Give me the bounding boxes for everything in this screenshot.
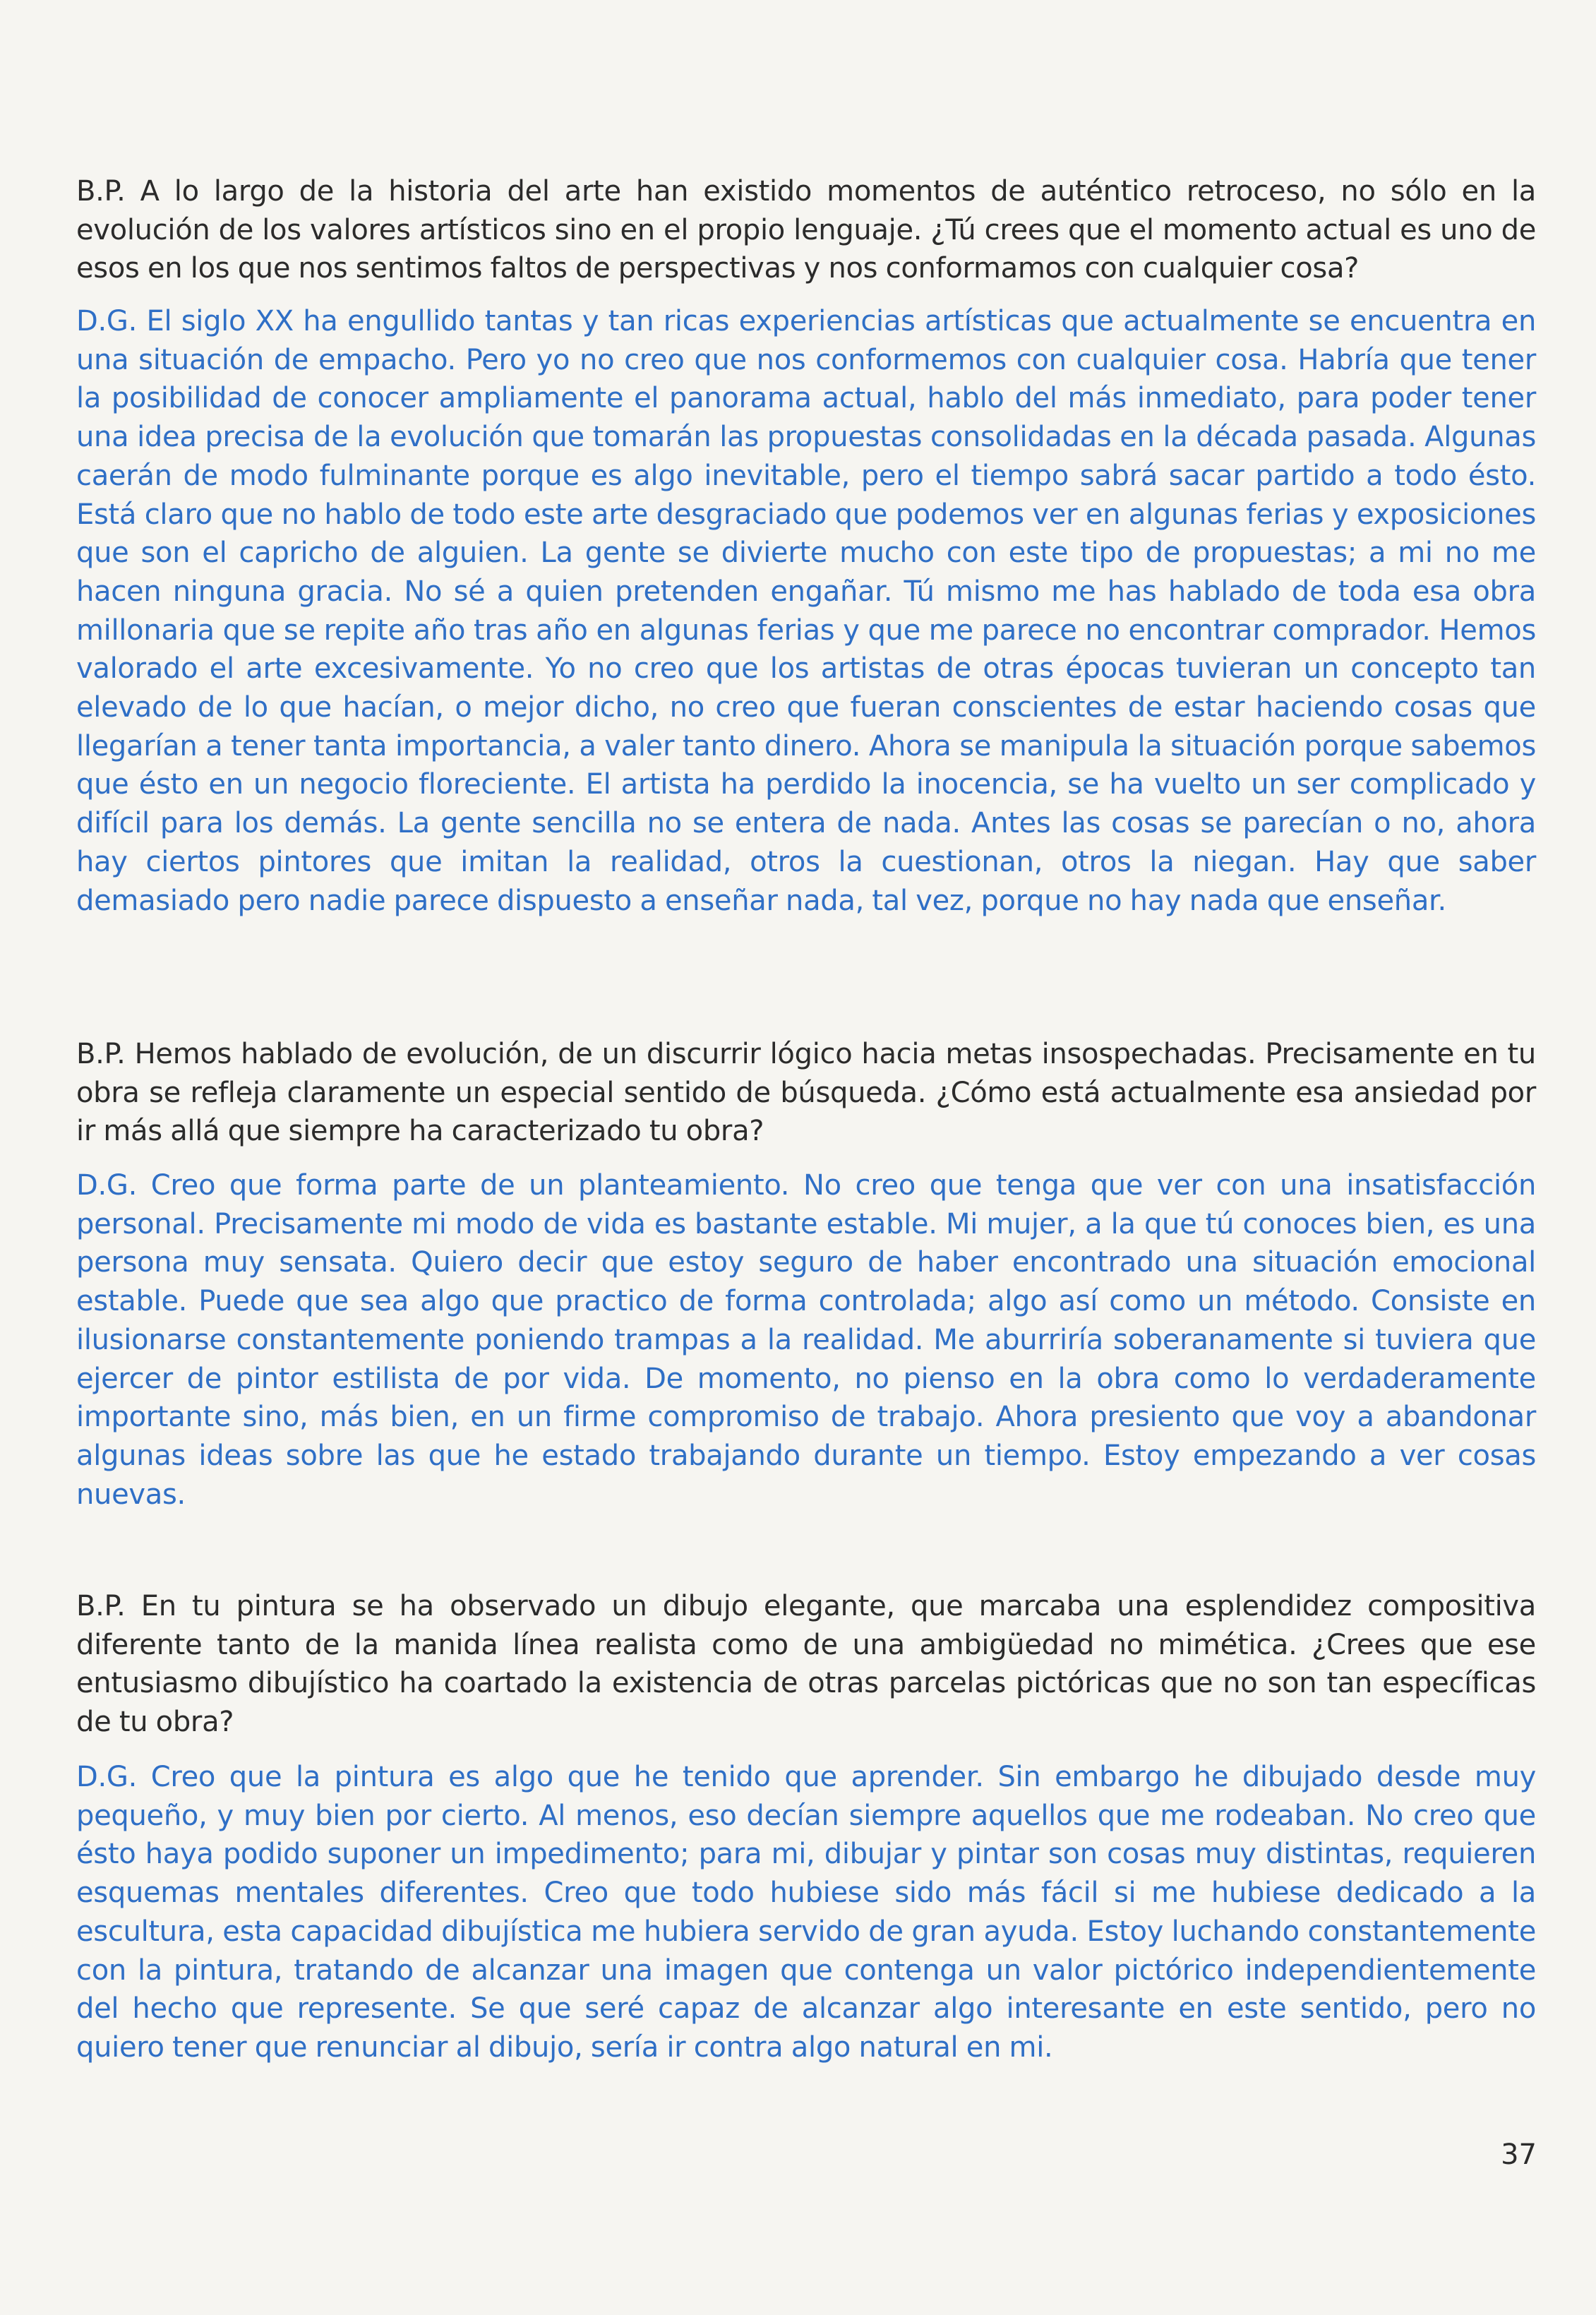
answer-1: D.G. El siglo XX ha engullido tantas y tan ricas experiencias artísticas que actualmente se encuentra en una situación de empacho. Pero yo no creo que nos conformemos con cualquier cosa. Habría que tener la posibilidad de conocer ampliamente el panorama actual, hablo del más inmediato, para poder tener una idea precisa de la evolución que tomarán las propuestas consolidadas en la década pasada. Algunas caerán de modo fulminante porque es algo inevitable, pero el tiempo sabrá sacar partido a todo ésto. Está claro que no hablo de todo este arte desgraciado que podemos ver en algunas ferias y exposiciones que son el capricho de alguien. La gente se divierte mucho con este tipo de propuestas; a mi no me hacen ninguna gracia. No sé a quien pretenden engañar. Tú mismo me has hablado de toda esa obra millonaria que se repite año tras año en algunas ferias y que me parece no encontrar comprador. Hemos valorado el arte excesivamente. Yo no creo que los artistas de otras épocas tuvieran un concepto tan elevado de lo que hacían, o mejor dicho, no creo que fueran conscientes de estar haciendo cosas que llegarían a tener tanta importancia, a valer tanto dinero. Ahora se manipula la situación porque sabemos que ésto en un negocio floreciente. El artista ha perdido la inocencia, se ha vuelto un ser complicado y difícil para los demás. La gente sencilla no se entera de nada. Antes las cosas se parecían o no, ahora hay ciertos pintores que imitan la realidad, otros la cuestionan, otros la niegan. Hay que saber demasiado pero nadie parece dispuesto a enseñar nada, tal vez, porque no hay nada que enseñar.	[76, 305, 1536, 917]
page-number: 37	[1501, 2138, 1537, 2171]
question-3: B.P. En tu pintura se ha observado un dibujo elegante, que marcaba una esplendidez compositiva diferente tanto de la manida línea realista como de una ambigüedad no mimética. ¿Crees que ese entusiasmo dibujístico ha coartado la existencia de otras parcelas pictóricas que no son tan específicas de tu obra?	[76, 1590, 1536, 1739]
question-2: B.P. Hemos hablado de evolución, de un discurrir lógico hacia metas insospechadas. Precisamente en tu obra se refleja claramente un especial sentido de búsqueda. ¿Cómo está actualmente esa ansiedad por ir más allá que siempre ha caracterizado tu obra?	[76, 1038, 1536, 1148]
question-1: B.P. A lo largo de la historia del arte han existido momentos de auténtico retroceso, no sólo en la evolución de los valores artísticos sino en el propio lenguaje. ¿Tú crees que el momento actual es uno de esos en los que nos sentimos faltos de perspectivas y nos conformamos con cualquier cosa?	[76, 175, 1536, 285]
answer-2: D.G. Creo que forma parte de un planteamiento. No creo que tenga que ver con una insatisfacción personal. Precisamente mi modo de vida es bastante estable. Mi mujer, a la que tú conoces bien, es una persona muy sensata. Quiero decir que estoy seguro de haber encontrado una situación emocional estable. Puede que sea algo que practico de forma controlada; algo así como un método. Consiste en ilusionarse constantemente poniendo trampas a la realidad. Me aburriría soberanamente si tuviera que ejercer de pintor estilista de por vida. De momento, no pienso en la obra como lo verdaderamente importante sino, más bien, en un firme compromiso de trabajo. Ahora presiento que voy a abandonar algunas ideas sobre las que he estado trabajando durante un tiempo. Estoy empezando a ver cosas nuevas.	[76, 1169, 1536, 1511]
answer-3: D.G. Creo que la pintura es algo que he tenido que aprender. Sin embargo he dibujado desde muy pequeño, y muy bien por cierto. Al menos, eso decían siempre aquellos que me rodeaban. No creo que ésto haya podido suponer un impedimento; para mi, dibujar y pintar son cosas muy distintas, requieren esquemas mentales diferentes. Creo que todo hubiese sido más fácil si me hubiese dedicado a la escultura, esta capacidad dibujística me hubiera servido de gran ayuda. Estoy luchando constantemente con la pintura, tratando de alcanzar una imagen que contenga un valor pictórico independientemente del hecho que represente. Se que seré capaz de alcanzar algo interesante en este sentido, pero no quiero tener que renunciar al dibujo, sería ir contra algo natural en mi.	[76, 1761, 1536, 2064]
